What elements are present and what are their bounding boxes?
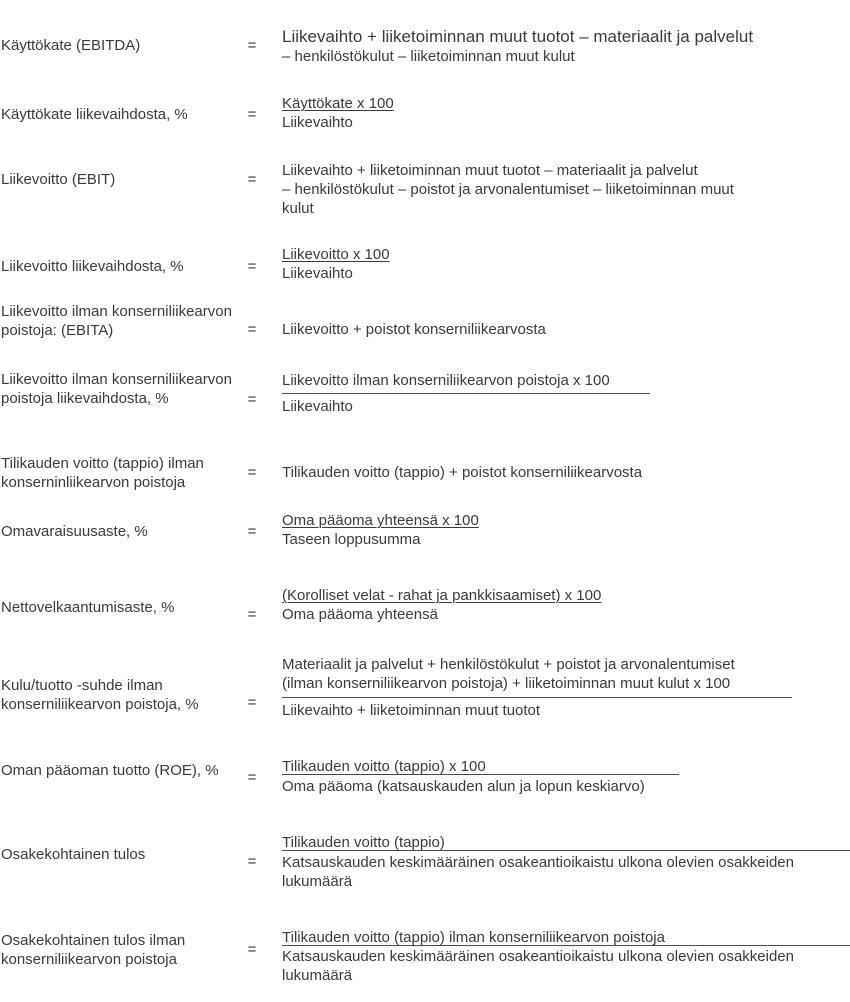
term-ebitda-margin: Käyttökate liikevaihdosta, % [1,106,188,123]
term-ebitda: Käyttökate (EBITDA) [1,37,141,54]
denominator: Liikevaihto [282,398,353,415]
numerator: Liikevoitto ilman konserniliikearvon poistoja x 100 [282,372,610,389]
term-ebit: Liikevoitto (EBIT) [1,171,116,188]
formula-line: – henkilöstökulut – liiketoiminnan muut kulut [282,48,575,65]
equals-sign: = [247,694,257,711]
formula-line: Tilikauden voitto (tappio) + poistot konserniliikearvosta [282,464,643,481]
equals-sign: = [247,258,257,275]
equals-sign: = [247,853,257,870]
equals-sign: = [247,523,257,540]
formula-equity-ratio [282,511,850,549]
formula-line: kulut [282,200,314,217]
denominator: Oma pääoma yhteensä [282,606,438,623]
numerator: Oma pääoma yhteensä x 100 [282,512,479,529]
term-ebita-margin: Liikevoitto ilman konserniliikearvon poistoja liikevaihdosta, % [1,371,232,407]
formula-ebita-margin-den [282,397,850,416]
formula-line: – henkilöstökulut – poistot ja arvonalentumiset – liiketoiminnan muut [282,181,734,198]
term-cost-income-ratio: Kulu/tuotto -suhde ilman konserniliikearvon poistoja, % [1,677,199,713]
numerator-line: Materiaalit ja palvelut + henkilöstökulut + poistot ja arvonalentumiset [282,656,735,673]
formula-ebita [282,320,850,339]
denominator: Katsauskauden keskimääräinen osakeantioikaistu ulkona olevien osakkeiden lukumäärä [282,854,794,890]
formula-ebitda [282,27,850,66]
denominator: Katsauskauden keskimääräinen osakeantioikaistu ulkona olevien osakkeiden lukumäärä [282,948,794,984]
denominator: Liikevaihto + liiketoiminnan muut tuotot [282,702,541,719]
formula-line: Liikevoitto + poistot konserniliikearvosta [282,321,546,338]
equals-sign: = [247,464,257,481]
numerator: Tilikauden voitto (tappio) ilman konserniliikearvon poistoja [282,929,665,946]
term-ebita: Liikevoitto ilman konserniliikearvon poistoja: (EBITA) [1,303,232,339]
formula-net-profit-excl-goodwill [282,463,850,482]
equals-sign: = [247,391,257,408]
numerator: Tilikauden voitto (tappio) x 100 [282,758,486,775]
formula-cost-income-ratio-den [282,701,850,720]
formula-line: Liikevaihto + liiketoiminnan muut tuotot – materiaalit ja palvelut [282,162,698,179]
formula-cost-income-ratio [282,655,850,693]
equals-sign: = [247,941,257,958]
term-equity-ratio: Omavaraisuusaste, % [1,523,148,540]
formula-net-gearing [282,586,850,624]
numerator: Tilikauden voitto (tappio) [282,834,445,851]
denominator: Taseen loppusumma [282,531,421,548]
term-net-gearing: Nettovelkaantumisaste, % [1,599,175,616]
formula-roe-den [282,777,850,796]
term-eps-excl-goodwill: Osakekohtainen tulos ilman konserniliikearvon poistoja [1,932,186,968]
formula-ebit [282,161,850,218]
fraction-line [282,850,850,851]
term-roe: Oman pääoman tuotto (ROE), % [1,762,219,779]
equals-sign: = [247,769,257,786]
term-ebit-margin: Liikevoitto liikevaihdosta, % [1,258,184,275]
denominator: Liikevaihto [282,114,353,131]
formula-eps-excl-goodwill-den [282,947,848,985]
numerator: (Korolliset velat - rahat ja pankkisaamiset) x 100 [282,587,602,604]
numerator: Käyttökate x 100 [282,95,394,112]
formula-eps-den [282,853,848,891]
term-eps: Osakekohtainen tulos [1,846,146,863]
formula-ebitda-margin [282,94,850,132]
equals-sign: = [247,171,257,188]
denominator: Liikevaihto [282,265,353,282]
fraction-line [282,774,679,775]
equals-sign: = [247,321,257,338]
formula-ebita-margin [282,371,850,390]
denominator: Oma pääoma (katsauskauden alun ja lopun keskiarvo) [282,778,645,795]
equals-sign: = [247,106,257,123]
formula-line: Liikevaihto + liiketoiminnan muut tuotot – materiaalit ja palvelut [282,27,754,46]
fraction-line [282,945,850,946]
numerator-line: (ilman konserniliikearvon poistoja) + liiketoiminnan muut kulut x 100 [282,675,731,692]
numerator: Liikevoitto x 100 [282,246,390,263]
equals-sign: = [247,606,257,623]
fraction-line [282,393,650,394]
formula-ebit-margin [282,245,850,283]
fraction-line [282,697,792,698]
equals-sign: = [247,37,257,54]
term-net-profit-excl-goodwill: Tilikauden voitto (tappio) ilman konserninliikearvon poistoja [1,455,204,491]
